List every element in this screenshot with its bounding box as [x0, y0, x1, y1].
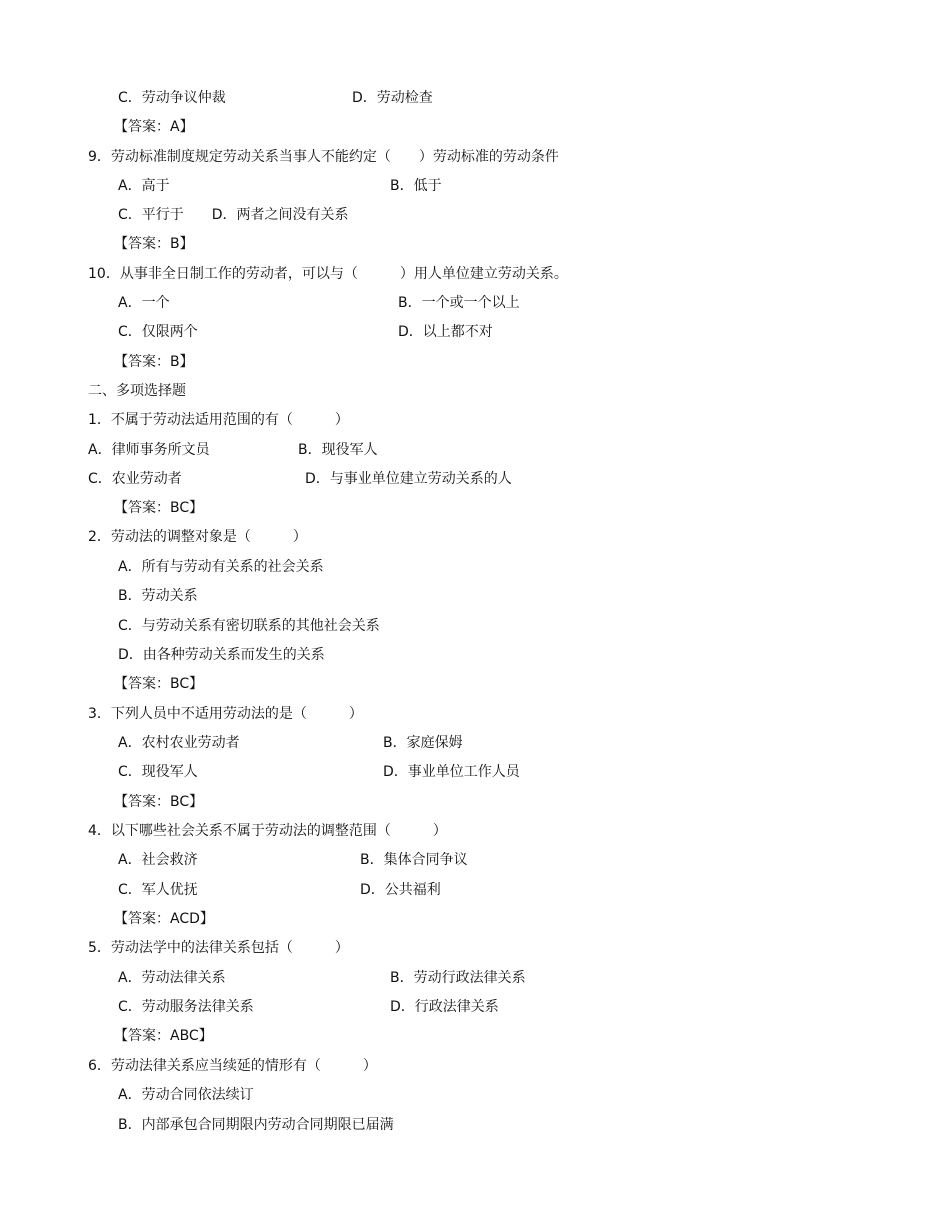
question-text: 6．劳动法律关系应当续延的情形有（ ） [88, 1058, 377, 1074]
option-text: D．事业单位工作人员 [383, 764, 520, 780]
option-text: D．由各种劳动关系而发生的关系 [118, 647, 325, 663]
option-text: C．农业劳动者 [88, 471, 182, 487]
option-text: D．行政法律关系 [390, 999, 499, 1015]
option-text: C．劳动争议仲裁 [118, 90, 226, 106]
option-text: A．高于 [118, 178, 170, 194]
option-text: A．劳动法律关系 [118, 970, 226, 986]
option-text: A．律师事务所文员 [88, 442, 210, 458]
option-text: D．与事业单位建立劳动关系的人 [305, 471, 512, 487]
answer-text: 【答案：A】 [114, 119, 194, 135]
option-text: B．内部承包合同期限内劳动合同期限已届满 [118, 1117, 394, 1133]
answer-text: 【答案：BC】 [114, 794, 204, 810]
answer-text: 【答案：B】 [114, 354, 194, 370]
question-text: 9．劳动标准制度规定劳动关系当事人不能约定（ ）劳动标准的劳动条件 [88, 149, 559, 165]
option-text: B．一个或一个以上 [398, 295, 520, 311]
option-text: B．集体合同争议 [360, 852, 468, 868]
option-text: C．军人优抚 [118, 882, 198, 898]
option-text: B．劳动关系 [118, 588, 198, 604]
option-text: A．农村农业劳动者 [118, 735, 240, 751]
option-text: D．公共福利 [360, 882, 441, 898]
question-text: 10．从事非全日制工作的劳动者，可以与（ ）用人单位建立劳动关系。 [88, 266, 568, 282]
question-text: 1．不属于劳动法适用范围的有（ ） [88, 412, 349, 428]
option-text: B．劳动行政法律关系 [390, 970, 526, 986]
question-text: 4．以下哪些社会关系不属于劳动法的调整范围（ ） [88, 823, 447, 839]
option-text: A．一个 [118, 295, 170, 311]
question-text: 3．下列人员中不适用劳动法的是（ ） [88, 706, 363, 722]
option-text: C．仅限两个 [118, 324, 198, 340]
answer-text: 【答案：BC】 [114, 676, 204, 692]
option-text: A．社会救济 [118, 852, 198, 868]
answer-text: 【答案：ACD】 [114, 911, 214, 927]
question-text: 2．劳动法的调整对象是（ ） [88, 529, 307, 545]
option-text: C．平行于 D．两者之间没有关系 [118, 207, 349, 223]
option-text: D．以上都不对 [398, 324, 493, 340]
answer-text: 【答案：B】 [114, 236, 194, 252]
answer-text: 【答案：BC】 [114, 500, 204, 516]
option-text: A．劳动合同依法续订 [118, 1087, 254, 1103]
question-text: 5．劳动法学中的法律关系包括（ ） [88, 940, 349, 956]
option-text: B．低于 [390, 178, 442, 194]
option-text: C．现役军人 [118, 764, 198, 780]
section-heading: 二、多项选择题 [88, 383, 186, 399]
answer-text: 【答案：ABC】 [114, 1028, 213, 1044]
option-text: A．所有与劳动有关系的社会关系 [118, 559, 324, 575]
option-text: B．家庭保姆 [383, 735, 463, 751]
option-text: C．与劳动关系有密切联系的其他社会关系 [118, 618, 380, 634]
option-text: D．劳动检查 [352, 90, 433, 106]
option-text: C．劳动服务法律关系 [118, 999, 254, 1015]
option-text: B．现役军人 [298, 442, 378, 458]
